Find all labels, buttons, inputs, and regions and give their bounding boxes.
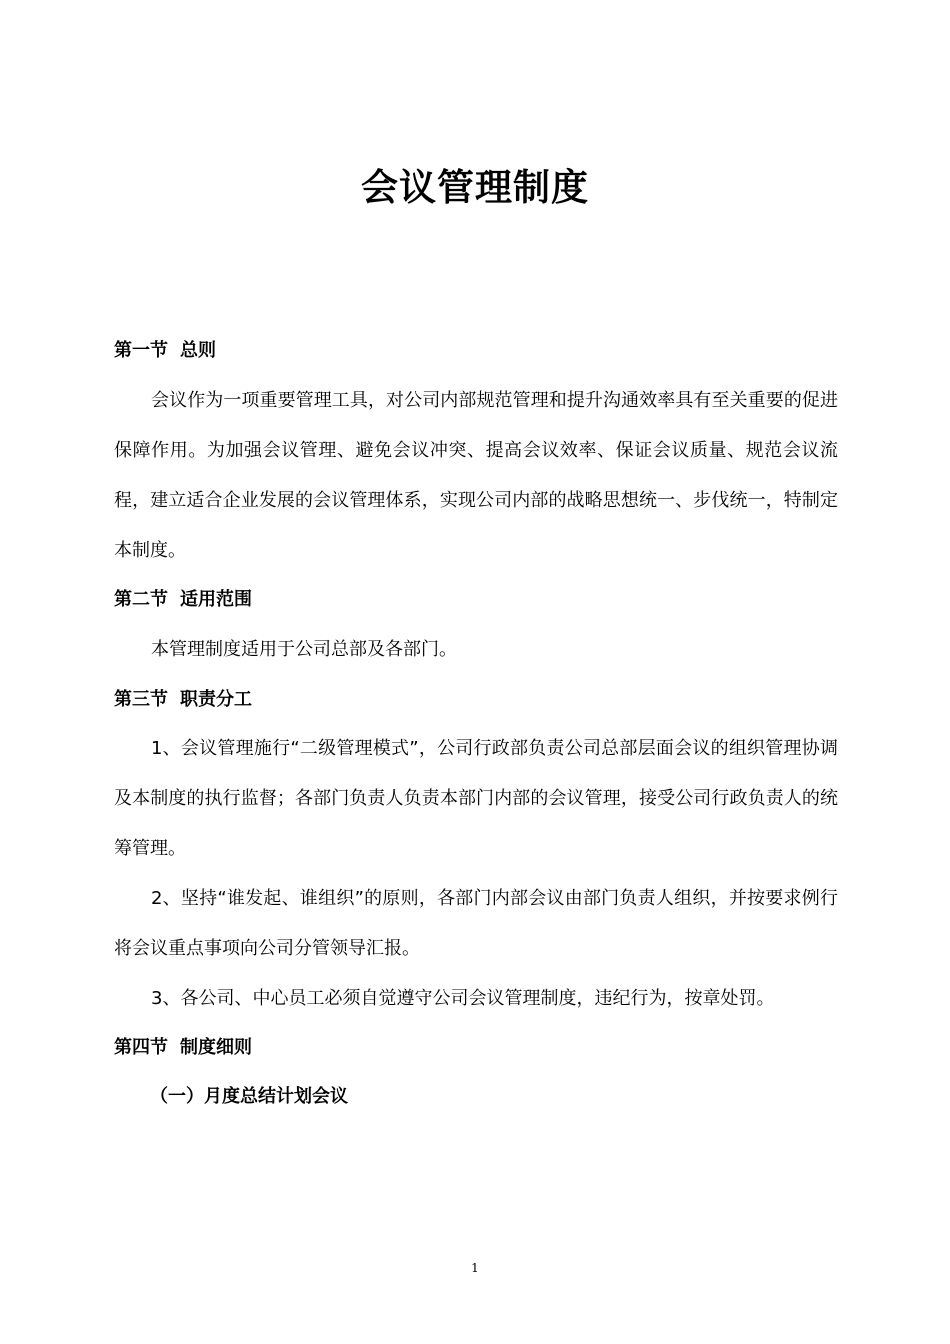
section-number: 第三节 — [114, 689, 168, 710]
page-number: 1 — [471, 1261, 479, 1275]
section-number: 第二节 — [114, 589, 168, 610]
section-heading-responsibilities — [114, 687, 252, 713]
paragraph: 会议作为一项重要管理工具，对公司内部规范管理和提升沟通效率具有至关重要的促进保障作用。为加强会议管理、避免会议冲突、提高会议效率、保证会议质量、规范会议流程，建立适合企业发展的会议管理体系，实现公司内部的战略思想统一、步伐统一，特制定本制度。 — [114, 390, 838, 561]
section-title: 职责分工 — [180, 689, 252, 710]
section-title: 制度细则 — [180, 1037, 252, 1058]
section-heading-general — [114, 338, 216, 364]
subsection-heading: （一）月度总结计划会议 — [150, 1086, 348, 1107]
section-title: 适用范围 — [180, 589, 252, 610]
document-title: 会议管理制度 — [361, 166, 589, 209]
section-number: 第一节 — [114, 340, 168, 361]
section-heading-rules — [114, 1035, 252, 1061]
paragraph: 3、各公司、中心员工必须自觉遵守公司会议管理制度，违纪行为，按章处罚。 — [151, 988, 775, 1009]
paragraph: 2、坚持“谁发起、谁组织”的原则，各部门内部会议由部门负责人组织，并按要求例行将会议重点事项向公司分管领导汇报。 — [114, 888, 838, 959]
paragraph: 1、会议管理施行“二级管理模式”，公司行政部负责公司总部层面会议的组织管理协调及本制度的执行监督；各部门负责人负责本部门内部的会议管理，接受公司行政负责人的统筹管理。 — [114, 738, 838, 859]
section-title: 总则 — [180, 340, 216, 361]
paragraph: 本管理制度适用于公司总部及各部门。 — [151, 639, 457, 660]
section-number: 第四节 — [114, 1037, 168, 1058]
section-heading-scope — [114, 587, 252, 613]
